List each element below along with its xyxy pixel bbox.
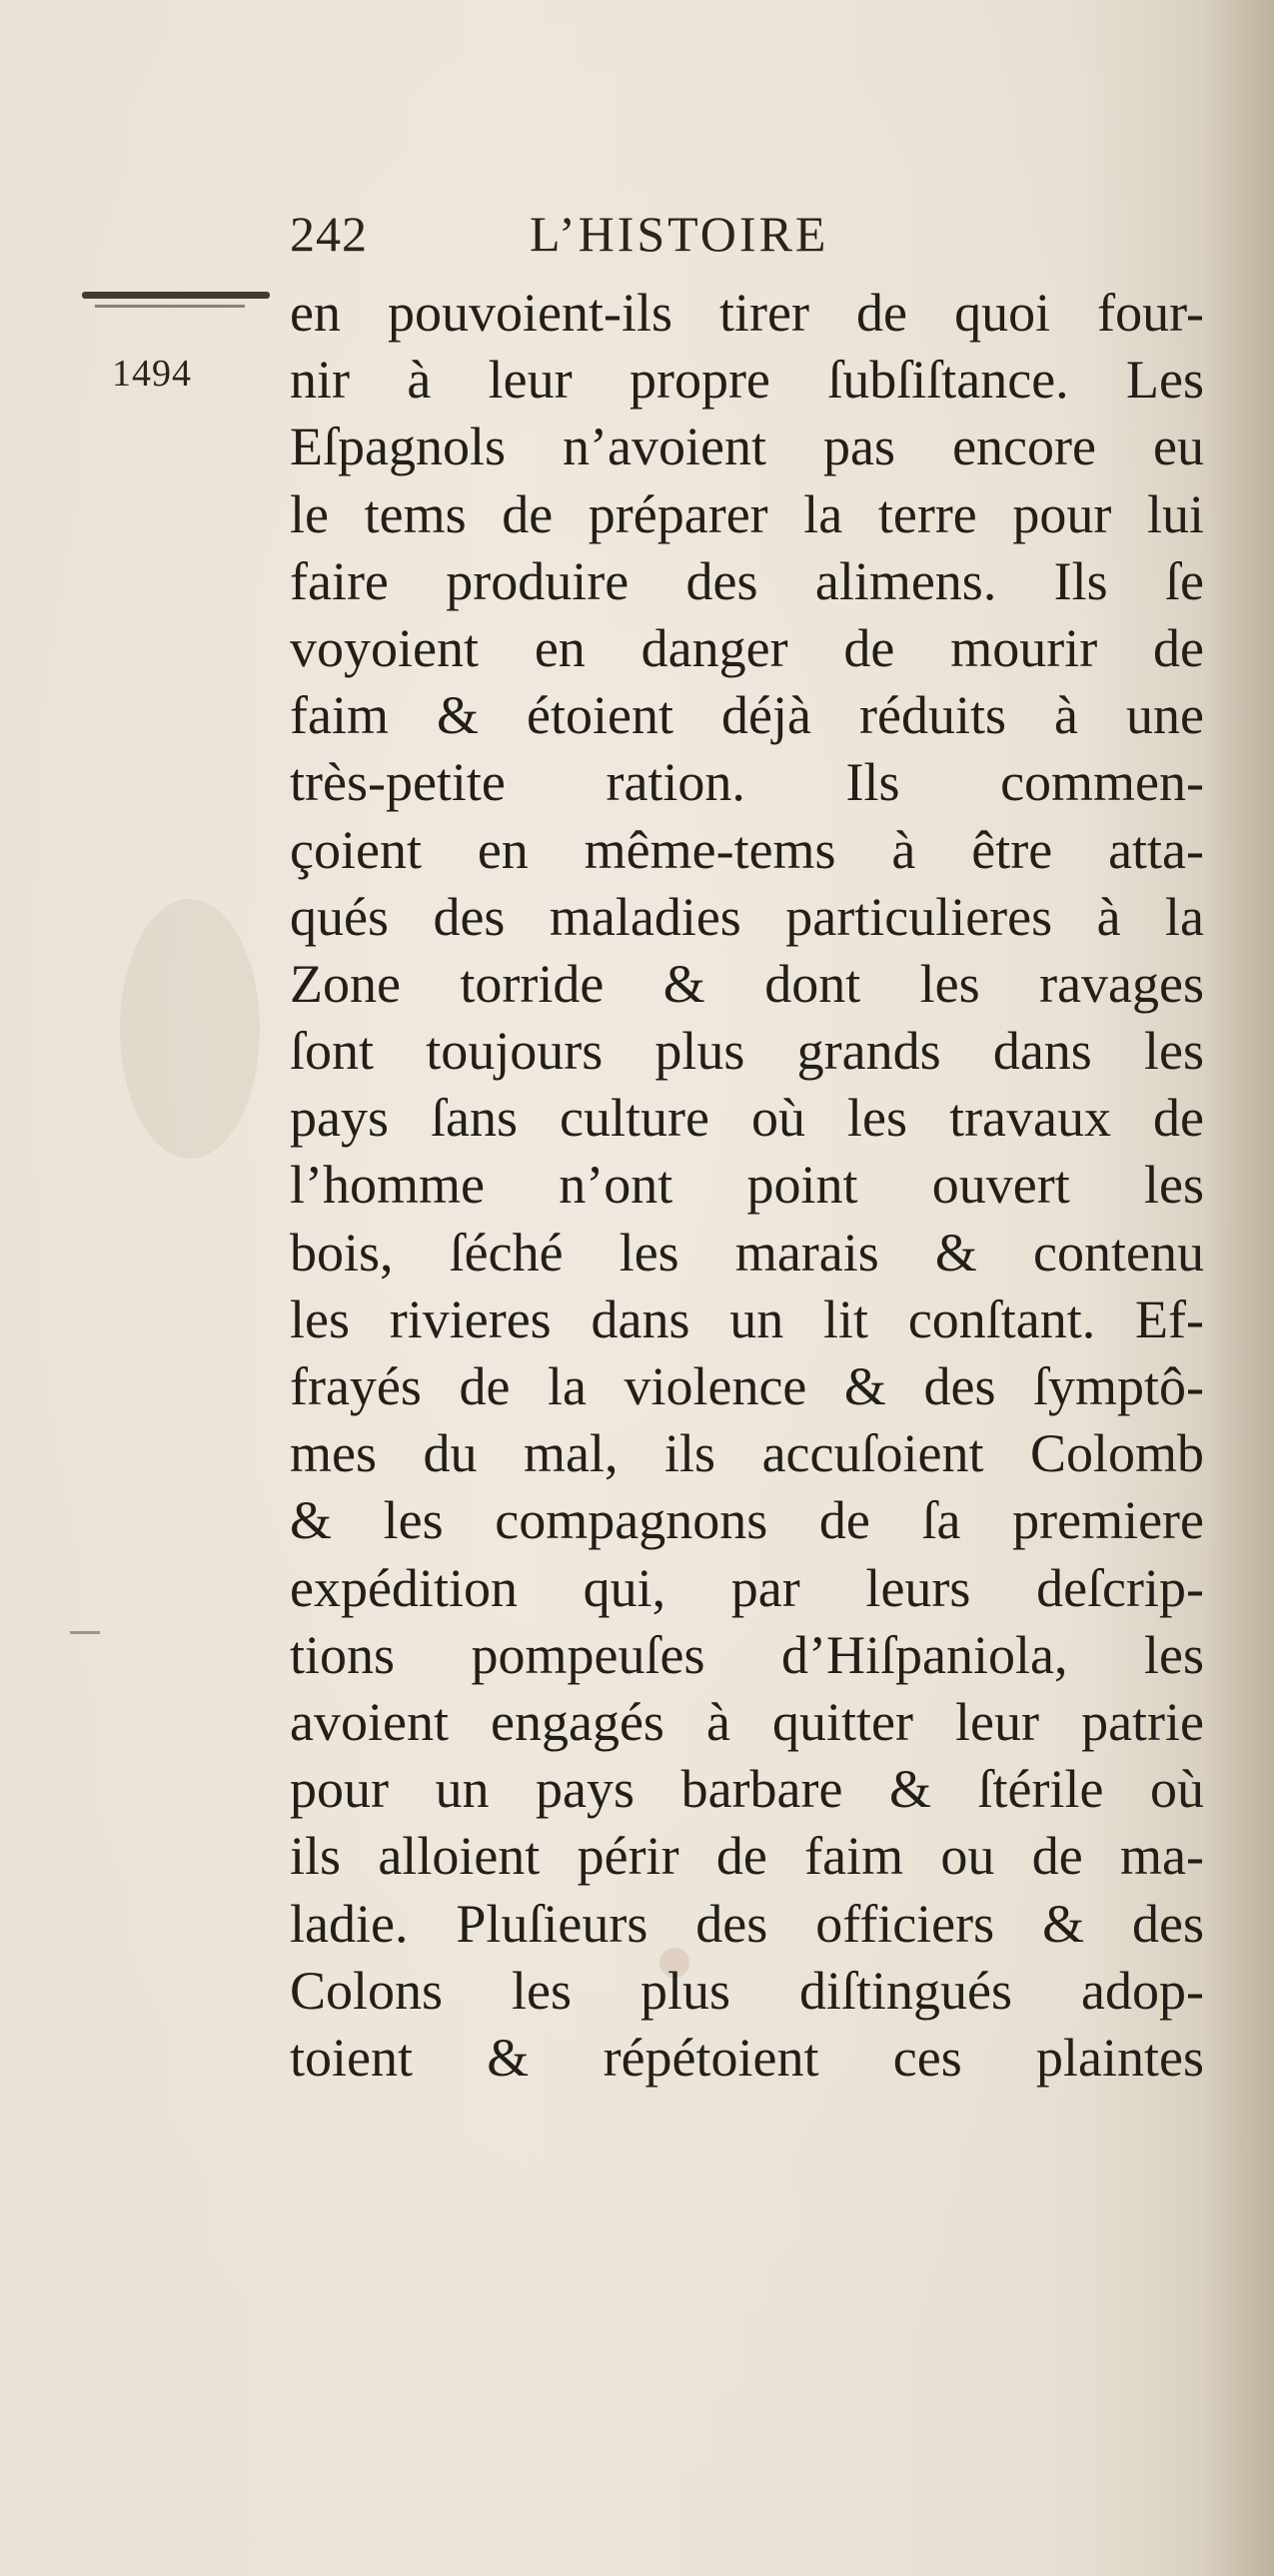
text-line: mes du mal, ils accuſoient Colomb [290,1423,1204,1484]
margin-rule [82,292,270,299]
text-line: ſont toujours plus grands dans les [290,1021,1204,1082]
text-line: avoient engagés à quitter leur patrie [290,1691,1204,1752]
text-line: expédition qui, par leurs deſcrip- [290,1557,1204,1618]
margin-rule-underline [95,305,245,308]
text-line: & les compagnons de ſa premiere [290,1490,1204,1551]
text-line: tions pompeuſes d’Hiſpaniola, les [290,1624,1204,1685]
text-line: pays ſans culture où les travaux de [290,1088,1204,1149]
text-line: faim & étoient déjà réduits à une [290,685,1204,746]
text-line: le tems de préparer la terre pour lui [290,483,1204,544]
text-line: qués des maladies particulieres à la [290,886,1204,947]
text-line: les rivieres dans un lit conſtant. Ef- [290,1288,1204,1349]
text-line: Colons les plus diſtingués adop- [290,1960,1204,2021]
body-text [290,280,1204,2092]
text-line: çoient en même-tems à être atta- [290,819,1204,880]
text-line: nir à leur propre ſubſiſtance. Les [290,350,1204,411]
spine-shadow [1204,0,1274,2576]
running-title: L’HISTOIRE [530,206,829,262]
text-line: voyoient en danger de mourir de [290,617,1204,678]
text-line: toient & répétoient ces plaintes [290,2027,1204,2088]
margin-year-note: 1494 [112,353,192,395]
text-line: frayés de la violence & des ſymptô- [290,1356,1204,1416]
text-line: en pouvoient-ils tirer de quoi four- [290,283,1204,343]
text-line: très-petite ration. Ils commen- [290,752,1204,813]
text-line: ils alloient périr de faim ou de ma- [290,1826,1204,1887]
text-line: ladie. Pluſieurs des officiers & des [290,1893,1204,1954]
page-number: 242 [290,206,368,262]
text-line: bois, ſéché les marais & contenu [290,1222,1204,1283]
running-head [290,205,989,275]
margin-mark [70,1631,100,1634]
paper-stain [120,899,260,1159]
text-line: faire produire des alimens. Ils ſe [290,550,1204,611]
text-line: pour un pays barbare & ſtérile où [290,1759,1204,1820]
text-line: Zone torride & dont les ravages [290,953,1204,1014]
text-line: Eſpagnols n’avoient pas encore eu [290,417,1204,477]
text-line: l’homme n’ont point ouvert les [290,1155,1204,1216]
